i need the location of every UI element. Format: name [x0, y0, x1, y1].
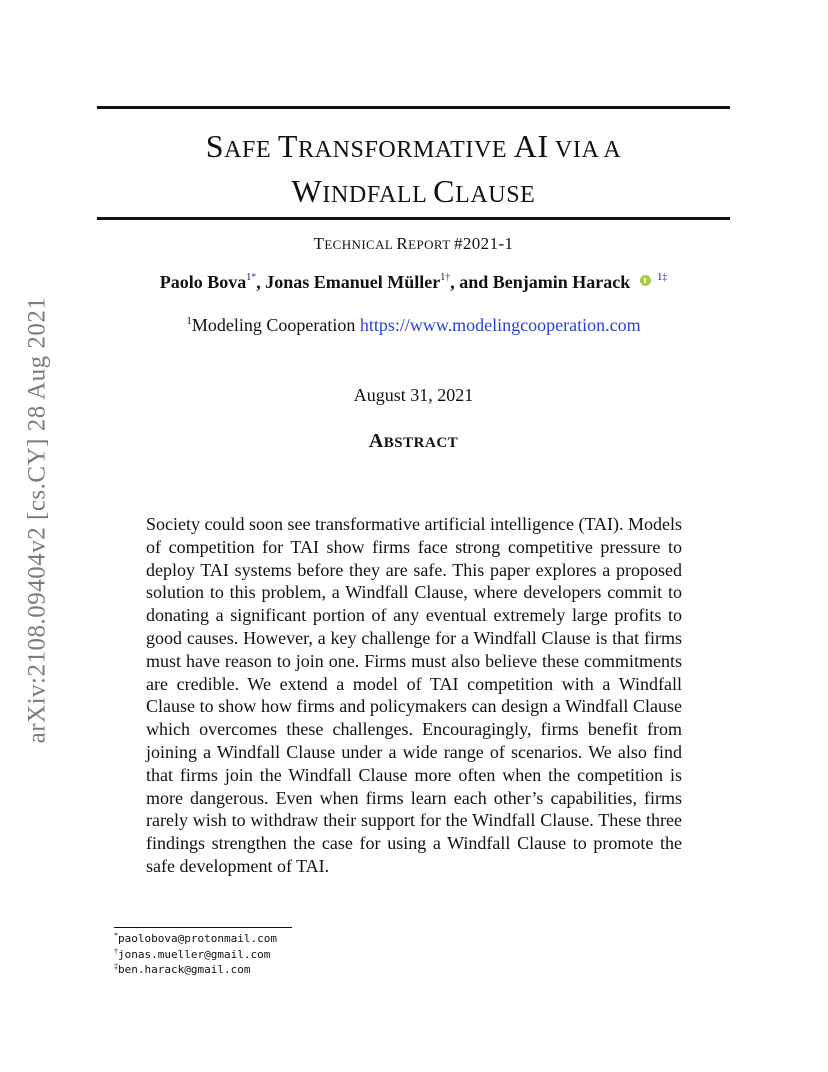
affiliation-org: Modeling Cooperation — [191, 315, 356, 335]
title-line-2: WINDFALL CLAUSE — [291, 173, 536, 209]
publication-date: August 31, 2021 — [353, 385, 474, 405]
footnote-item: *paolobova@protonmail.com — [114, 931, 277, 945]
title-line-1: SAFE TRANSFORMATIVE AI VIA A — [205, 128, 622, 164]
affiliation: $^1$Modeling Cooperation https://www.modelingcooperation.com — [186, 315, 641, 335]
arxiv-identifier-text: arXiv:2108.09404v2 [cs.CY] 28 Aug 2021 — [23, 296, 50, 744]
title-top-rule — [97, 106, 730, 109]
paper-title — [97, 126, 730, 216]
footnote-email: paolobova@protonmail.com — [118, 932, 277, 945]
author-name: Jonas Emanuel Müller — [265, 272, 441, 292]
orcid-icon[interactable] — [640, 275, 651, 286]
arxiv-identifier — [20, 280, 54, 760]
abstract-heading: ABSTRACT — [368, 430, 459, 452]
abstract-body: Society could soon see transformative artificial intelligence (TAI). Models of competition for TAI show firms face strong competitive pressure to deploy TAI systems before they are safe. This paper explores a proposed solution to this problem, a Windfall Clause, where developers commit to donating a significant portion of any eventual extremely large profits to good causes. However, a key challenge for a Windfall Clause is that firms must have reason to join one. Firms must also believe these commitments are credible. We extend a model of TAI competition with a Windfall Clause to show how firms and policymakers can design a Windfall Clause which overcomes these challenges. Encouragingly, firms benefit from joining a Windfall Clause under a wide range of scenarios. We also find that firms join the Windfall Clause more often when the competition is more dangerous. Even when firms learn each other’s capabilities, firms rarely wish to withdraw their support for the Windfall Clause. These three findings strengthen the case for using a Windfall Clause to promote the safe development of TAI. — [146, 514, 682, 876]
title-bottom-rule — [97, 217, 730, 220]
footnote-rule — [114, 927, 292, 928]
report-label: TECHNICAL REPORT #2021-1 — [313, 234, 514, 253]
affiliation-url-link[interactable]: https://www.modelingcooperation.com — [359, 315, 641, 335]
author-list: Paolo Bova$^{1*}$, Jonas Emanuel Müller$^{1\dagger}$, and Benjamin Harack $^{1\ddagger}$ — [159, 272, 668, 292]
footnote-item: †jonas.mueller@gmail.com — [114, 946, 271, 961]
footnote-email: jonas.mueller@gmail.com — [118, 947, 271, 961]
footnotes — [114, 931, 277, 978]
footnote-item: ‡ben.harack@gmail.com — [114, 962, 251, 976]
author-name: Paolo Bova — [159, 272, 247, 292]
footnote-email: ben.harack@gmail.com — [118, 963, 251, 976]
author-name: Benjamin Harack — [492, 272, 631, 292]
